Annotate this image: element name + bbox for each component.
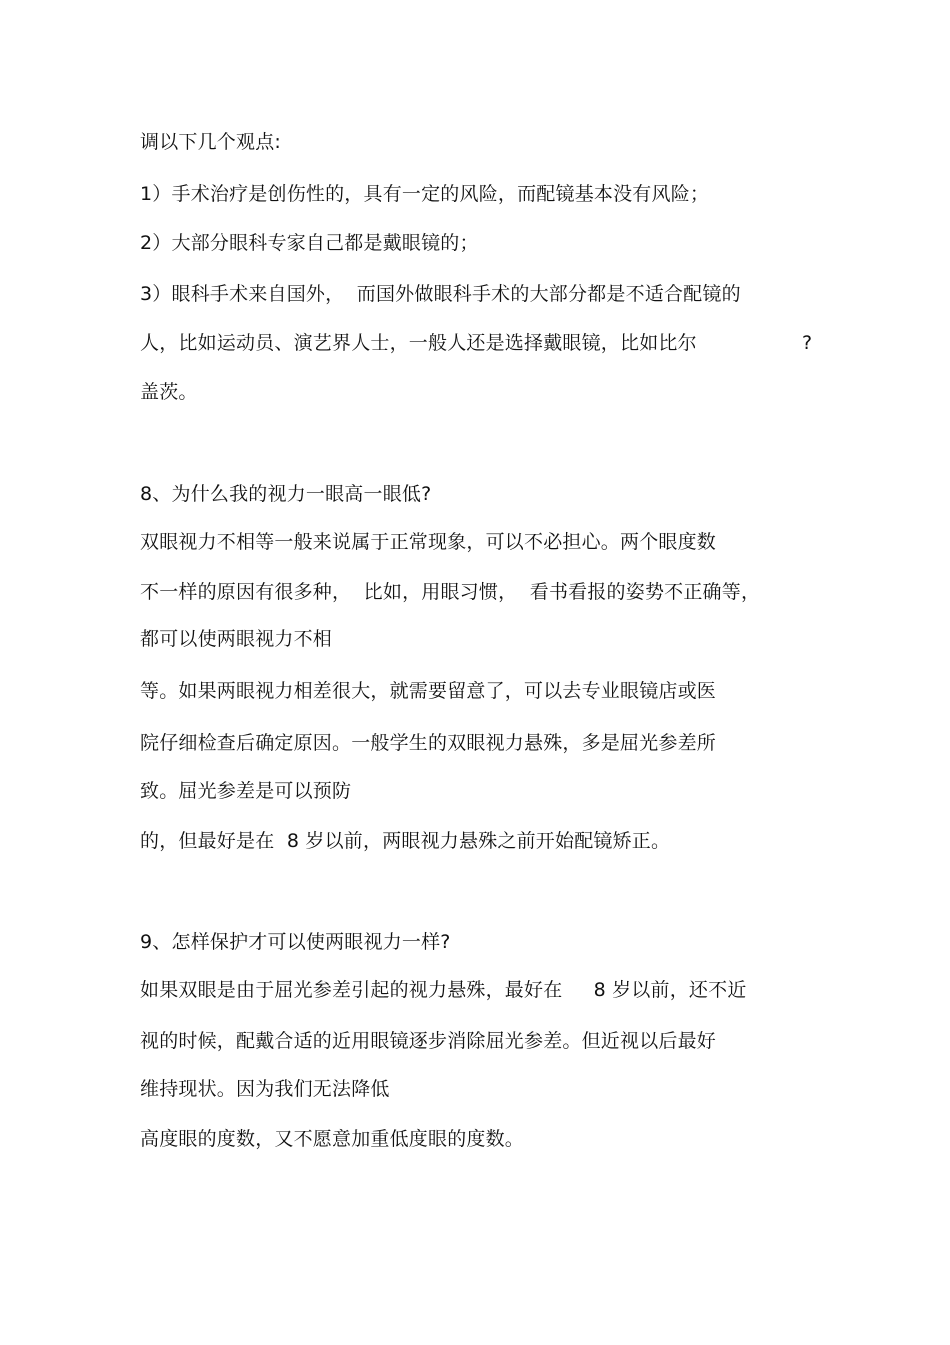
paragraph-line: 调以下几个观点:: [140, 131, 282, 153]
paragraph-line: 2）大部分眼科专家自己都是戴眼镜的；: [140, 232, 479, 254]
paragraph-line: 高度眼的度数，又不愿意加重低度眼的度数。: [140, 1128, 525, 1150]
paragraph-line: 双眼视力不相等一般来说属于正常现象，可以不必担心。两个眼度数: [140, 531, 717, 553]
paragraph-line: 院仔细检查后确定原因。一般学生的双眼视力悬殊，多是屈光参差所: [140, 732, 717, 754]
section-heading: 8、为什么我的视力一眼高一眼低?: [140, 483, 432, 505]
paragraph-line: 等。如果两眼视力相差很大，就需要留意了，可以去专业眼镜店或医: [140, 680, 717, 702]
question-mark: ?: [802, 332, 813, 354]
paragraph-line: 的，但最好是在 8 岁以前，两眼视力悬殊之前开始配镜矫正。: [140, 830, 671, 852]
paragraph-line: 视的时候，配戴合适的近用眼镜逐步消除屈光参差。但近视以后最好: [140, 1030, 717, 1052]
paragraph-line: 盖茨。: [140, 381, 198, 403]
section-heading: 9、怎样保护才可以使两眼视力一样?: [140, 931, 451, 953]
paragraph-line: 人，比如运动员、演艺界人士，一般人还是选择戴眼镜，比如比尔: [140, 332, 697, 354]
paragraph-line: 如果双眼是由于屈光参差引起的视力悬殊，最好在 8 岁以前，还不近: [140, 979, 747, 1001]
paragraph-line: 1）手术治疗是创伤性的，具有一定的风险，而配镜基本没有风险；: [140, 183, 710, 205]
paragraph-line: 致。屈光参差是可以预防: [140, 780, 352, 802]
paragraph-line: 不一样的原因有很多种， 比如，用眼习惯， 看书看报的姿势不正确等，: [140, 581, 761, 603]
paragraph-line: 都可以使两眼视力不相: [140, 628, 333, 650]
paragraph-line: 维持现状。因为我们无法降低: [140, 1078, 390, 1100]
paragraph-line: 3）眼科手术来自国外， 而国外做眼科手术的大部分都是不适合配镜的: [140, 283, 741, 305]
